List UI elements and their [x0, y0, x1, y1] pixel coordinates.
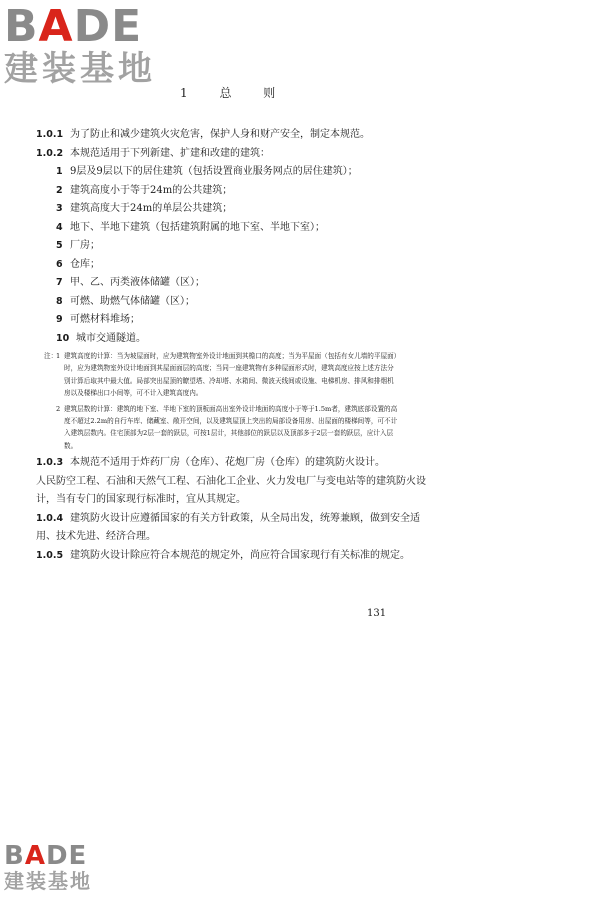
- clause-1-0-1: [36, 126, 426, 145]
- list-item: [36, 200, 426, 219]
- clause-text: 建筑防火设计应遵循国家的有关方针政策，从全局出发，统筹兼顾，做到安全适用、技术先进、经济合理。: [36, 512, 420, 543]
- note-2: [36, 403, 426, 453]
- list-item: [36, 274, 426, 293]
- clause-1-0-5: [36, 547, 426, 566]
- item-number: 6: [56, 258, 63, 270]
- item-number: 2: [56, 184, 63, 196]
- item-text: 厂房；: [70, 240, 100, 251]
- logo-chinese-text: 建装基地: [4, 869, 92, 893]
- note-text: 建筑层数的计算：建筑的地下室、半地下室的顶板面高出室外设计地面的高度小于等于1.5m者，建筑底部设置的高度不超过2.2m的自行车库、储藏室、敞开空间，以及建筑屋顶上突出的局部设备用房、出屋面的楼梯间等，可不计入建筑层数内。住宅顶部为2层一套的跃层，可按1层计，其他部位的跃层以及顶部多于2层一套的跃层，应计入层数。: [64, 404, 398, 450]
- item-text: 可燃材料堆场；: [70, 314, 140, 325]
- logo-letter-a: A: [38, 1, 74, 52]
- clause-number: 1.0.3: [36, 457, 64, 469]
- item-number: 10: [56, 332, 70, 344]
- clause-1-0-2: [36, 145, 426, 164]
- page-body: [36, 126, 426, 565]
- clause-number: 1.0.4: [36, 512, 64, 524]
- logo-chinese-text: 建装基地: [4, 49, 156, 89]
- clause-text: 本规范适用于下列新建、扩建和改建的建筑：: [70, 147, 270, 159]
- brand-logo-bottom: [4, 842, 92, 892]
- item-text: 城市交通隧道。: [76, 332, 146, 344]
- list-item: [36, 182, 426, 201]
- list-item: [36, 293, 426, 312]
- item-text: 建筑高度小于等于24m的公共建筑；: [70, 184, 233, 196]
- logo-wordmark: [4, 1, 156, 52]
- item-number: 5: [56, 240, 63, 251]
- item-number: 4: [56, 221, 63, 233]
- logo-letters-b: B: [4, 841, 25, 871]
- note-label: 注：: [44, 352, 58, 360]
- clause-1-0-4: [36, 510, 426, 547]
- note-number: 2: [56, 404, 61, 413]
- logo-letters-b: B: [4, 1, 39, 52]
- logo-letter-a: A: [24, 841, 46, 871]
- logo-wordmark: [4, 842, 92, 870]
- note-text: 建筑高度的计算：当为坡屋面时，应为建筑物室外设计地面到其檐口的高度；当为平屋面（包括有女儿墙的平屋面）时，应为建筑物室外设计地面到其屋面面层的高度；当同一座建筑物有多种屋面形式时，建筑高度应按上述方法分别计算后取其中最大值。局部突出屋顶的瞭望塔、冷却塔、水箱间、微波天线间或设施、电梯机房、排风和排烟机房以及楼梯出口小间等，可不计入建筑高度内。: [64, 352, 397, 398]
- item-text: 地下、半地下建筑（包括建筑附属的地下室、半地下室）；: [70, 221, 325, 233]
- item-text: 可燃、助燃气体储罐（区）；: [70, 295, 195, 307]
- logo-letters-de: DE: [45, 841, 88, 871]
- list-item: [36, 330, 426, 349]
- item-number: 9: [56, 314, 63, 325]
- item-number: 1: [56, 166, 63, 177]
- clause-text: 为了防止和减少建筑火灾危害，保护人身和财产安全，制定本规范。: [70, 129, 370, 140]
- page-number: 131: [367, 608, 387, 619]
- item-text: 甲、乙、丙类液体储罐（区）；: [70, 277, 205, 288]
- note-number: 1: [56, 352, 61, 360]
- clause-number: 1.0.5: [36, 549, 64, 561]
- item-text: 建筑高度大于24m的单层公共建筑；: [70, 203, 233, 214]
- list-item: [36, 237, 426, 256]
- list-item: [36, 311, 426, 330]
- clause-number: 1.0.2: [36, 147, 64, 159]
- list-item: [36, 219, 426, 238]
- note-1: [36, 350, 426, 400]
- brand-logo-top: [4, 1, 156, 89]
- item-number: 8: [56, 295, 63, 307]
- item-number: 7: [56, 277, 63, 288]
- clause-text: 本规范不适用于炸药厂房（仓库）、花炮厂房（仓库）的建筑防火设计。: [70, 457, 385, 469]
- item-number: 3: [56, 203, 63, 214]
- list-item: [36, 163, 426, 182]
- clause-number: 1.0.1: [36, 129, 64, 140]
- clause-text: 建筑防火设计除应符合本规范的规定外，尚应符合国家现行有关标准的规定。: [70, 549, 410, 561]
- clause-continuation: 人民防空工程、石油和天然气工程、石油化工企业、火力发电厂与变电站等的建筑防火设计，当有专门的国家现行标准时，宜从其规定。: [36, 475, 426, 506]
- list-item: [36, 256, 426, 275]
- logo-letters-de: DE: [73, 1, 143, 52]
- clause-paragraph: [36, 510, 426, 547]
- item-text: 9层及9层以下的居住建筑（包括设置商业服务网点的居住建筑）；: [70, 166, 358, 177]
- chapter-title: 1 总 则: [180, 86, 290, 100]
- clause-1-0-3: [36, 454, 426, 473]
- item-text: 仓库；: [70, 258, 100, 270]
